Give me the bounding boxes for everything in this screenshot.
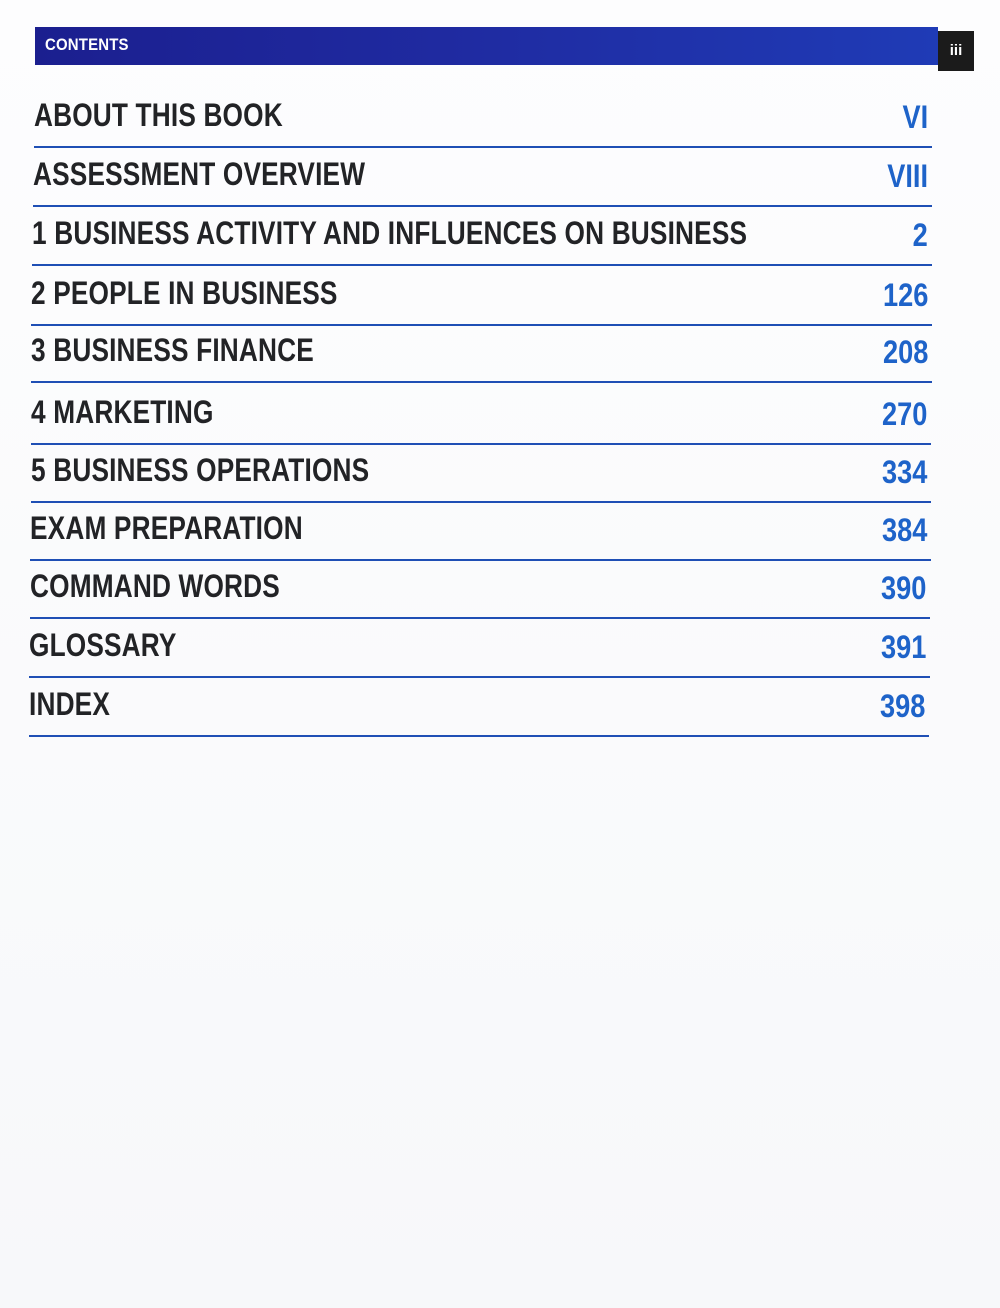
toc-entry-page: 2 xyxy=(912,217,928,253)
toc-entry-title: EXAM PREPARATION xyxy=(30,510,303,546)
toc-entry-title: COMMAND WORDS xyxy=(30,568,280,604)
toc-entry-title: 1 BUSINESS ACTIVITY AND INFLUENCES ON BUSINESS xyxy=(32,215,748,251)
toc-entry-title: 2 PEOPLE IN BUSINESS xyxy=(31,275,338,311)
toc-entry-page: 270 xyxy=(881,396,927,432)
toc-entry-page: 208 xyxy=(882,334,928,370)
toc-entry-page: 391 xyxy=(880,629,926,665)
toc-entry-page: VI xyxy=(902,99,928,135)
toc-entry-title: 3 BUSINESS FINANCE xyxy=(31,332,314,368)
toc-entry-title: 5 BUSINESS OPERATIONS xyxy=(31,452,370,488)
toc-entry-page: 398 xyxy=(879,688,925,724)
toc-entry-title: ASSESSMENT OVERVIEW xyxy=(33,156,366,192)
toc-entry-title: ABOUT THIS BOOK xyxy=(34,97,283,133)
toc-entry-exam-preparation[interactable] xyxy=(30,503,931,561)
toc-entry-business-finance[interactable] xyxy=(31,326,932,383)
toc-entry-people-in-business[interactable] xyxy=(31,266,932,326)
toc-entry-title: GLOSSARY xyxy=(29,627,177,663)
toc-entry-marketing[interactable] xyxy=(31,383,931,445)
toc-entry-page: 390 xyxy=(880,570,926,606)
toc-entry-glossary[interactable] xyxy=(29,619,930,678)
toc-entry-index[interactable] xyxy=(29,678,929,737)
toc-entry-assessment-overview[interactable] xyxy=(33,148,932,207)
toc-entry-page: 126 xyxy=(882,277,928,313)
toc-entry-business-activity[interactable] xyxy=(32,207,932,266)
toc-entry-page: 384 xyxy=(881,512,927,548)
toc-entry-command-words[interactable] xyxy=(30,561,930,619)
page-number: iii xyxy=(938,31,974,71)
toc-entry-title: INDEX xyxy=(29,686,111,722)
toc-entry-about-this-book[interactable] xyxy=(34,88,932,148)
toc-entry-page: 334 xyxy=(881,454,927,490)
toc-entry-title: 4 MARKETING xyxy=(31,394,214,430)
toc-entry-business-operations[interactable] xyxy=(31,445,931,503)
toc-entry-page: VIII xyxy=(887,158,928,194)
section-label: CONTENTS xyxy=(45,35,129,54)
